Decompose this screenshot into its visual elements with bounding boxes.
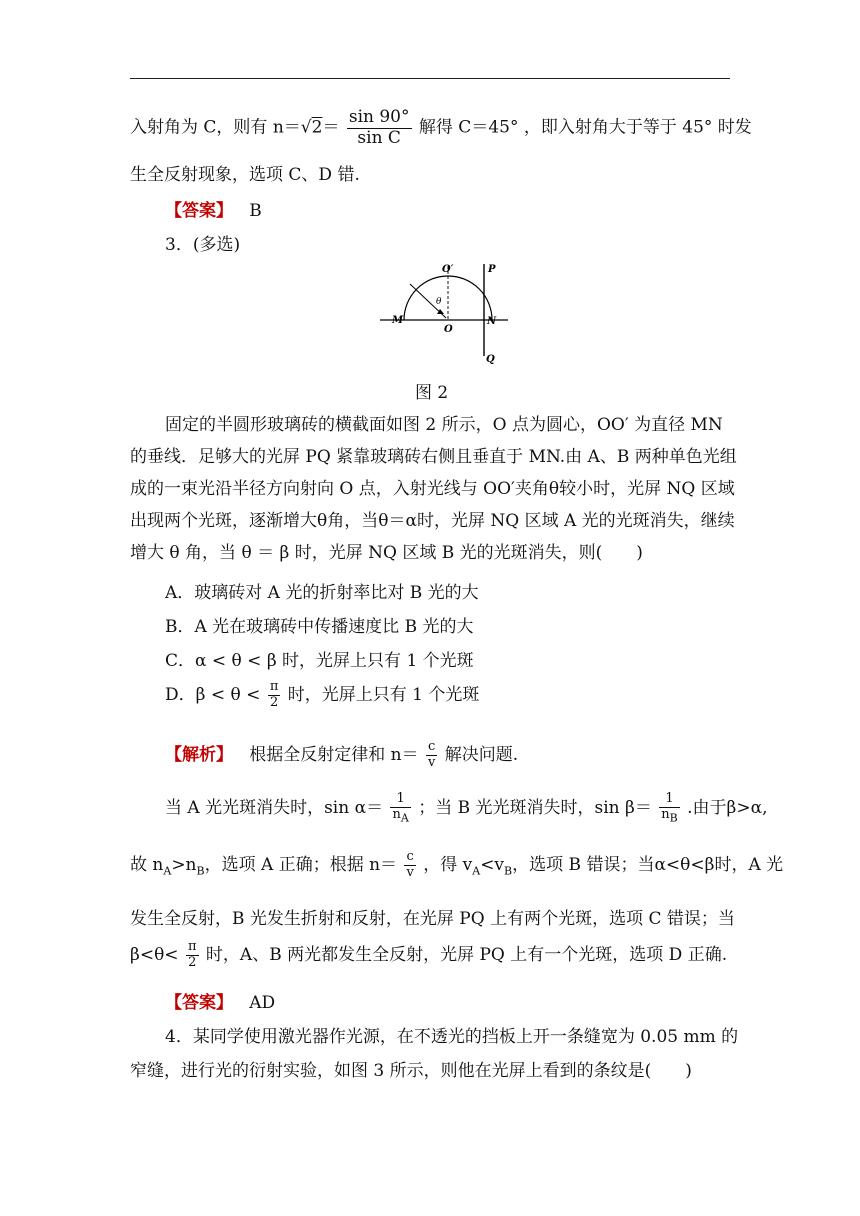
svg-text:O′: O′ [442, 264, 454, 275]
analysis-line-5: β<θ< $\frac{\pi}{2}$ 时，A、B 两光都发生全反射，光屏 PQ 上有一个光斑，选项 D 正确. [130, 939, 728, 970]
analysis-line-2: 当 A 光光斑消失时，sin α＝ $\frac{1}{n_A}$ ；当 B 光光斑消失时，sin β＝ $\frac{1}{n_B}$ .由于β>α, [165, 791, 768, 825]
option-d: D．β < θ < $\frac{\pi}{2}$ 时，光屏上只有 1 个光斑 [165, 679, 480, 710]
fraction-sin90-sinC: $\frac{\sin 90^\circ}{\text{sin C}}$ [348, 107, 410, 148]
stem-line-3: 成的一束光沿半径方向射向 O 点，入射光线与 OO′夹角θ较小时，光屏 NQ 区域 [130, 479, 735, 499]
svg-text:O: O [444, 324, 453, 335]
answer-1: 【答案】 B [165, 201, 262, 221]
solution-line-1: 入射角为 C，则有 n＝√2＝ $\frac{\sin 90^\circ}{\text{sin C}}$ 解得 C＝45° ，即入射角大于等于 45° 时发 [130, 107, 752, 148]
stem-line-1: 固定的半圆形玻璃砖的横截面如图 2 所示，O 点为圆心，OO′ 为直径 MN [165, 415, 723, 435]
fraction-1-nB: $\frac{1}{n_B}$ [661, 791, 678, 825]
option-c: C．α < θ < β 时，光屏上只有 1 个光斑 [165, 651, 474, 671]
svg-text:N: N [487, 316, 497, 327]
analysis-line-3: 故 $n_A>n_B$，选项 A 正确；根据 n＝ $\frac{c}{v}$ ，得 $v_A<v_B$，选项 B 错误；当α<θ<β时，A 光 [130, 849, 784, 880]
svg-text:M: M [392, 315, 404, 326]
figure-2-semicircle-diagram [380, 256, 510, 366]
svg-text:Q: Q [486, 354, 495, 365]
answer-2: 【答案】 AD [165, 993, 276, 1013]
analysis-line-1: 【解析】 根据全反射定律和 n＝ $\frac{c}{v}$ 解决问题. [165, 739, 519, 770]
option-b: B．A 光在玻璃砖中传播速度比 B 光的大 [165, 617, 474, 637]
svg-text:P: P [488, 264, 496, 275]
question-4-line-1: 4．某同学使用激光器作光源，在不透光的挡板上开一条缝宽为 0.05 mm 的 [165, 1027, 739, 1047]
fraction-pi-2-b: $\frac{\pi}{2}$ [187, 939, 197, 970]
fraction-pi-2: $\frac{\pi}{2}$ [269, 679, 279, 710]
fraction-c-v-2: $\frac{c}{v}$ [406, 849, 414, 880]
stem-line-4: 出现两个光斑，逐渐增大θ角，当θ＝α时，光屏 NQ 区域 A 光的光斑消失，继续 [130, 511, 735, 531]
fraction-c-v: $\frac{c}{v}$ [427, 739, 436, 770]
stem-line-2: 的垂线．足够大的光屏 PQ 紧靠玻璃砖右侧且垂直于 MN.由 A、B 两种单色光组 [130, 447, 737, 467]
question-4-line-2: 窄缝，进行光的衍射实验，如图 3 所示，则他在光屏上看到的条纹是( ) [130, 1061, 692, 1081]
question-3-header: 3．(多选) [165, 235, 241, 255]
analysis-line-4: 发生全反射，B 光发生折射和反射，在光屏 PQ 上有两个光斑，选项 C 错误；当 [130, 909, 735, 929]
option-a: A．玻璃砖对 A 光的折射率比对 B 光的大 [165, 583, 479, 603]
fraction-1-nA: $\frac{1}{n_A}$ [392, 791, 409, 825]
solution-line-2: 生全反射现象，选项 C、D 错. [130, 165, 360, 185]
stem-line-5: 增大 θ 角，当 θ ＝ β 时，光屏 NQ 区域 B 光的光斑消失，则( ) [130, 543, 643, 563]
svg-text:θ: θ [436, 297, 442, 307]
figure-caption: 图 2 [415, 383, 449, 403]
header-rule [130, 78, 730, 79]
